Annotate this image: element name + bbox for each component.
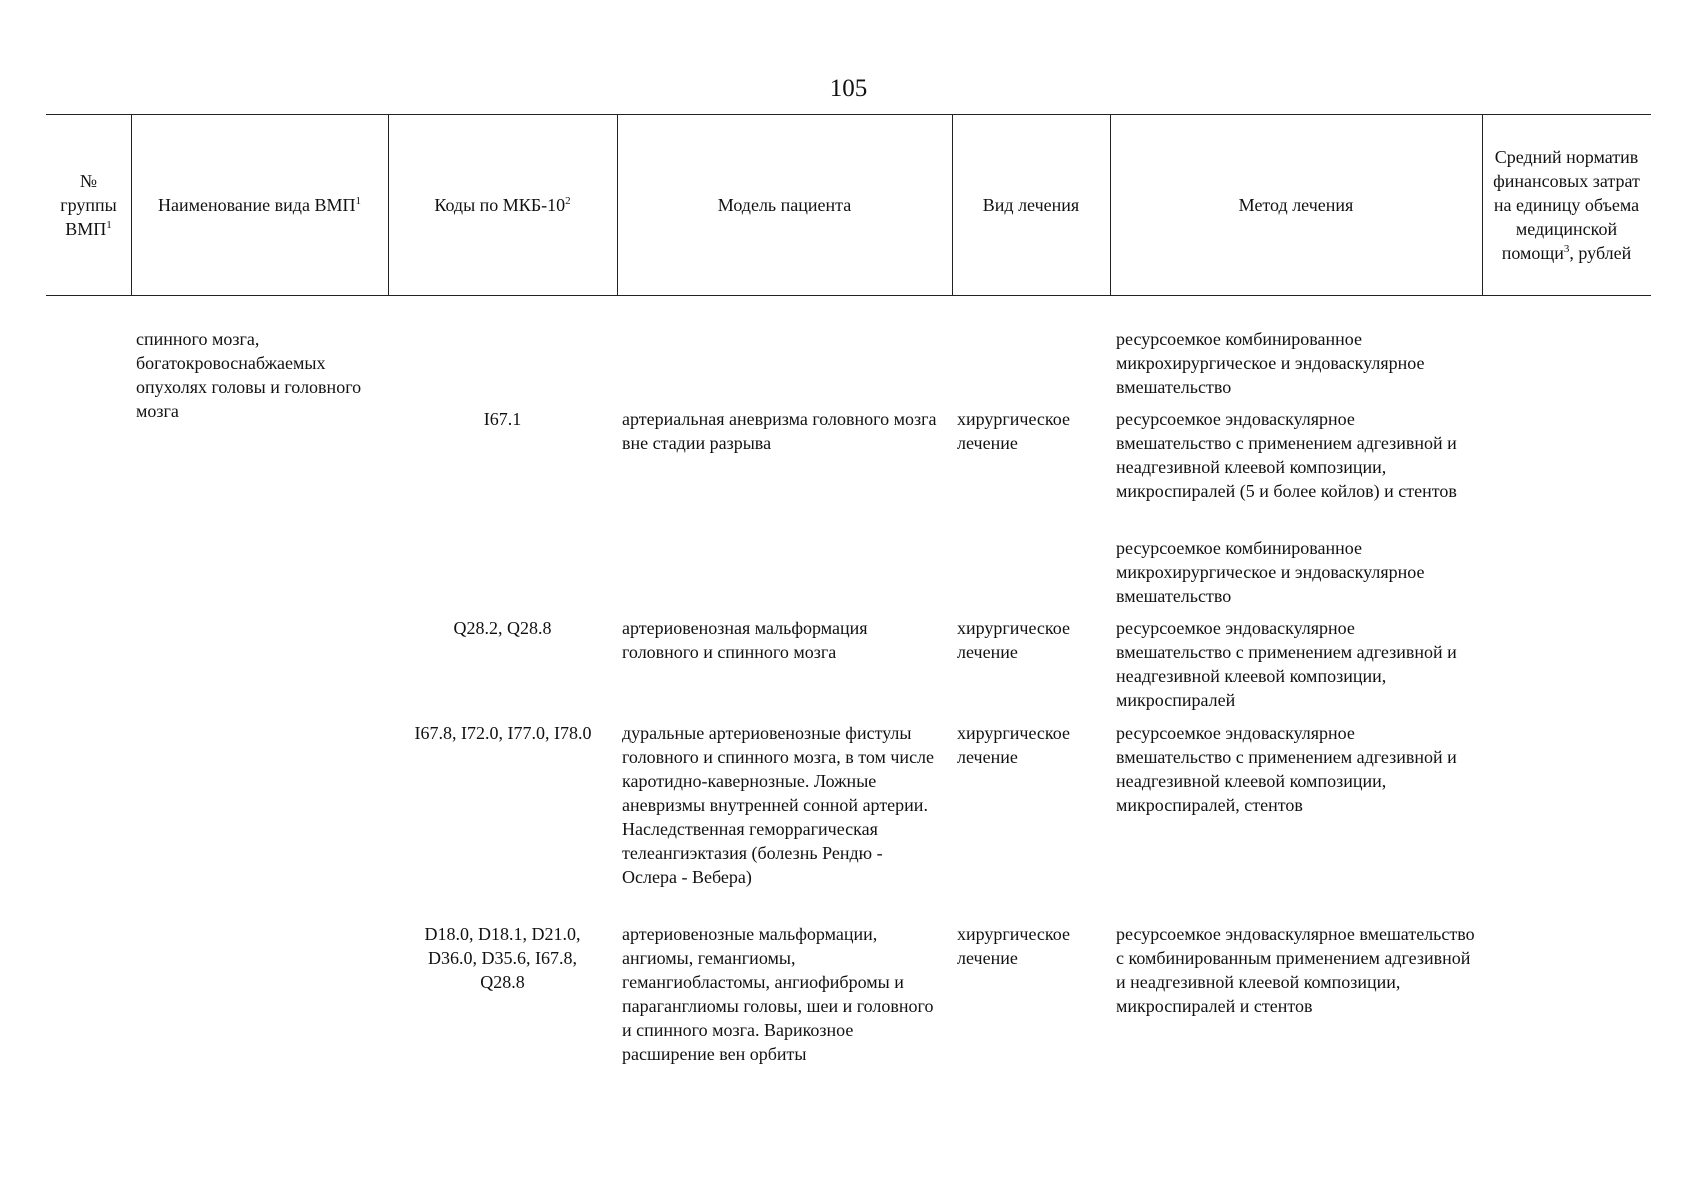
patient-model-cell: артериовенозные мальформации, ангиомы, гемангиомы, гемангиобластомы, ангиофибромы и параганглиомы головы, шеи и головного и спинного мозга. Варикозное расширение вен орбиты (622, 924, 934, 1064)
vmp-name-continuation: спинного мозга, богатокровоснабжаемых опухолях головы и головного мозга (136, 329, 362, 421)
method-cell: ресурсоемкое эндоваскулярное вмешательство с применением адгезивной и неадгезивной клеевой композиции, микроспиралей (1116, 618, 1457, 710)
header-treatment-type-label: Вид лечения (982, 195, 1080, 215)
page-number: 105 (829, 75, 868, 102)
header-cost (1482, 115, 1651, 295)
codes-cell: I67.1 (483, 409, 522, 429)
patient-model-cell: артериовенозная мальформация головного и спинного мозга (622, 618, 868, 662)
method-cell: ресурсоемкое комбинированное микрохирургическое и эндоваскулярное вмешательство (1116, 538, 1425, 606)
header-cost-label: Средний норматив финансовых затрат на единицу объема медицинской помощи (1493, 147, 1640, 263)
codes-cell: Q28.2, Q28.8 (453, 618, 552, 638)
header-patient-model (617, 115, 952, 295)
header-group-no (46, 115, 131, 295)
footnote-mark: 3 (1563, 243, 1570, 255)
table-header (46, 114, 1651, 296)
treatment-type-cell: хирургическое лечение (957, 924, 1070, 968)
header-treatment-type (952, 115, 1110, 295)
footnote-mark: 1 (106, 219, 112, 231)
treatment-type-cell: хирургическое лечение (957, 723, 1070, 767)
header-codes (388, 115, 617, 295)
header-codes-label: Коды по МКБ-10 (434, 195, 566, 215)
method-cell: ресурсоемкое эндоваскулярное вмешательство с комбинированным применением адгезивной и неадгезивной клеевой композиции, микроспиралей и стентов (1116, 924, 1475, 1016)
header-patient-model-label: Модель пациента (717, 195, 852, 215)
header-cost-unit: , рублей (1569, 243, 1632, 263)
method-cell: ресурсоемкое эндоваскулярное вмешательство с применением адгезивной и неадгезивной клеевой композиции, микроспиралей (5 и более койлов) и стентов (1116, 409, 1457, 501)
codes-cell: I67.8, I72.0, I77.0, I78.0 (414, 723, 592, 743)
patient-model-cell: дуральные артериовенозные фистулы головного и спинного мозга, в том числе каротидно-кавернозные. Ложные аневризмы внутренней сонной артерии. Наследственная геморрагическая телеангиэктазия (болезнь Рендю - Ослера - Вебера) (622, 723, 935, 887)
footnote-mark: 2 (565, 195, 571, 207)
header-name (131, 115, 388, 295)
header-method-label: Метод лечения (1238, 195, 1354, 215)
treatment-type-cell: хирургическое лечение (957, 618, 1070, 662)
header-method (1110, 115, 1482, 295)
method-cell: ресурсоемкое комбинированное микрохирургическое и эндоваскулярное вмешательство (1116, 329, 1425, 397)
header-name-label: Наименование вида ВМП (158, 195, 356, 215)
method-cell: ресурсоемкое эндоваскулярное вмешательство с применением адгезивной и неадгезивной клеевой композиции, микроспиралей, стентов (1116, 723, 1457, 815)
treatment-type-cell: хирургическое лечение (957, 409, 1070, 453)
codes-cell: D18.0, D18.1, D21.0, D36.0, D35.6, I67.8, Q28.8 (424, 924, 581, 992)
header-group-no-label: № группы ВМП (60, 171, 117, 239)
footnote-mark: 1 (355, 195, 361, 207)
patient-model-cell: артериальная аневризма головного мозга вне стадии разрыва (622, 409, 937, 453)
